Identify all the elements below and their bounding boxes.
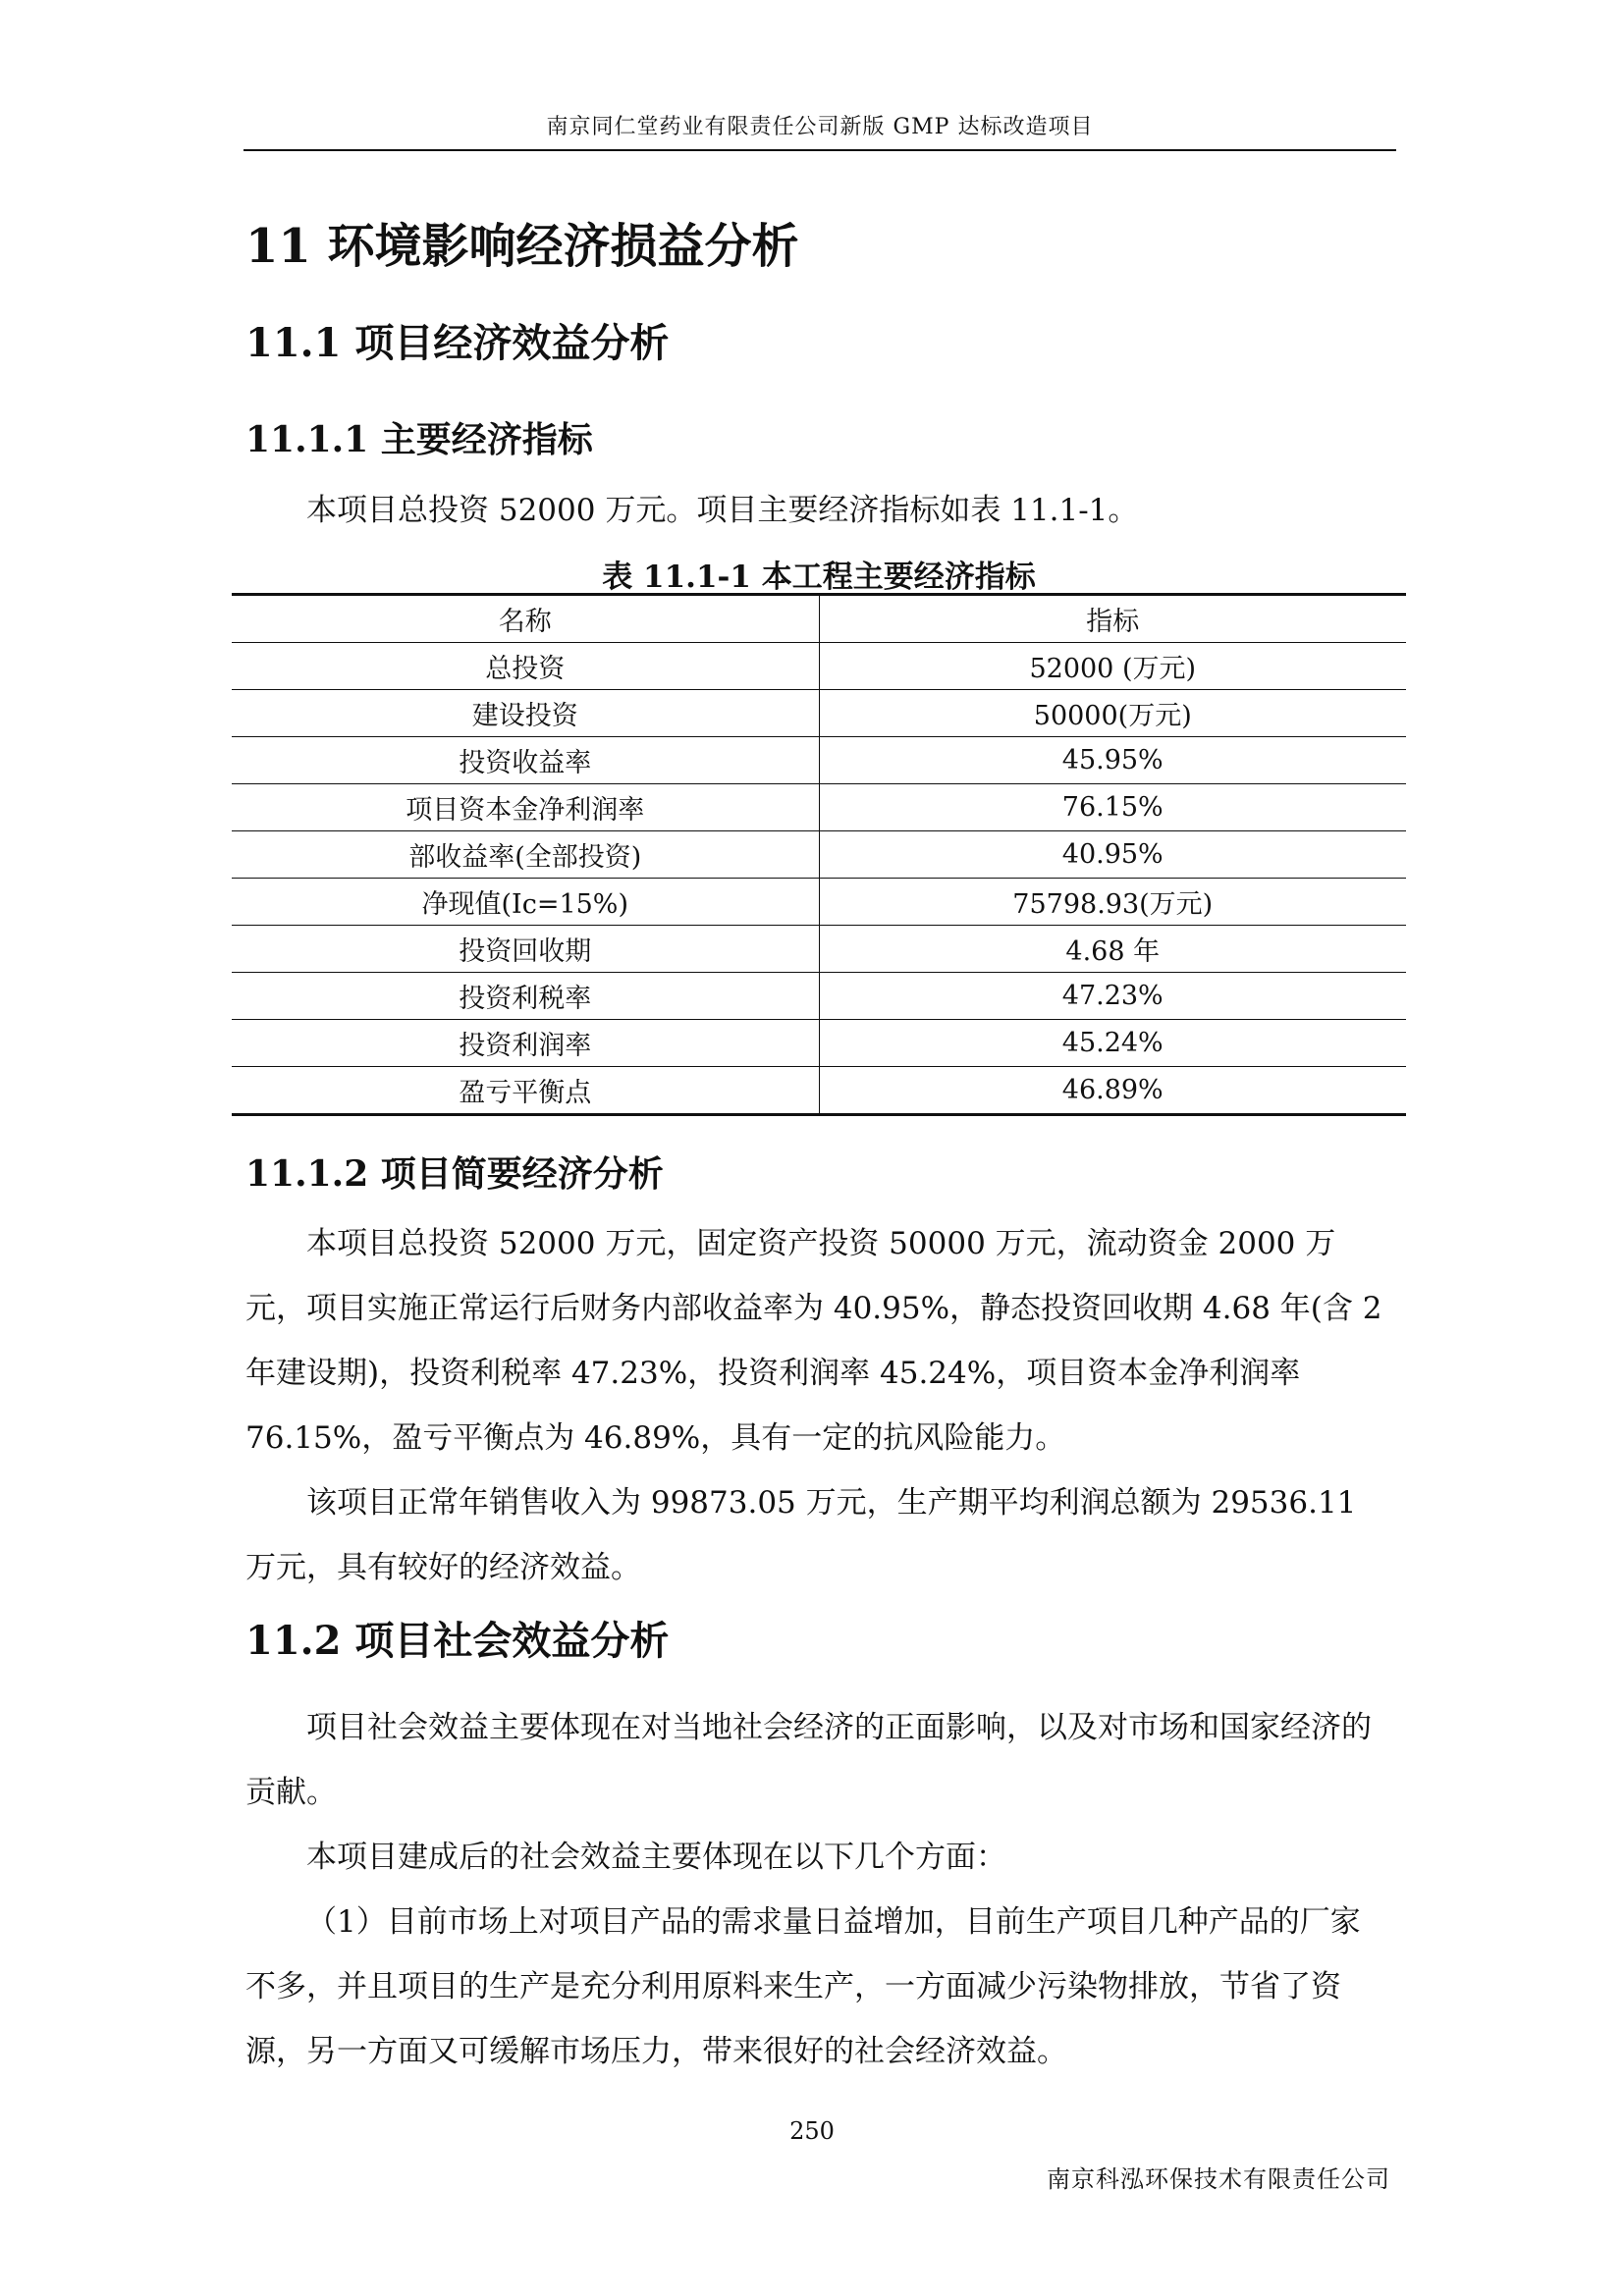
row-value: 45.24% bbox=[819, 1020, 1406, 1067]
section-title-economic: 11.1 项目经济效益分析 bbox=[245, 320, 670, 366]
subsection-title-analysis: 11.1.2 项目简要经济分析 bbox=[245, 1153, 664, 1195]
row-value: 45.95% bbox=[819, 737, 1406, 784]
table-row bbox=[232, 643, 1406, 690]
page-header: 南京同仁堂药业有限责任公司新版 GMP 达标改造项目 bbox=[546, 115, 1094, 139]
column-header-name: 名称 bbox=[232, 595, 819, 643]
footer-company: 南京科泓环保技术有限责任公司 bbox=[1047, 2165, 1390, 2193]
row-value: 47.23% bbox=[819, 973, 1406, 1020]
table-row bbox=[232, 690, 1406, 737]
indicators-intro: 本项目总投资 52000 万元。项目主要经济指标如表 11.1-1。 bbox=[306, 493, 1139, 528]
row-name: 部收益率(全部投资) bbox=[232, 831, 819, 879]
table-row bbox=[232, 784, 1406, 831]
row-name: 项目资本金净利润率 bbox=[232, 784, 819, 831]
row-name: 净现值(Ic=15%) bbox=[232, 879, 819, 926]
section-title-social: 11.2 项目社会效益分析 bbox=[245, 1618, 670, 1664]
row-name: 投资利税率 bbox=[232, 973, 819, 1020]
chapter-title: 11 环境影响经济损益分析 bbox=[245, 219, 799, 274]
row-value: 46.89% bbox=[1061, 1075, 1164, 1105]
row-value: 50000(万元) bbox=[819, 690, 1406, 737]
row-name: 盈亏平衡点 bbox=[232, 1067, 819, 1115]
table-row bbox=[232, 879, 1406, 926]
economic-indicators-table bbox=[232, 593, 1406, 1116]
table-row bbox=[232, 737, 1406, 784]
table-row bbox=[232, 1020, 1406, 1067]
table-row bbox=[232, 926, 1406, 973]
analysis-paragraph-1: 本项目总投资 52000 万元，固定资产投资 50000 万元，流动资金 2000 万元，项目实施正常运行后财务内部收益率为 40.95%，静态投资回收期 4.68 年(含 2 年建设期)，投资利税率 47.23%，投资利润率 45.24%，项目资本金净利润率 76.15%，盈亏平衡点为 46.89%，具有一定的抗风险能力。 bbox=[245, 1226, 1382, 1456]
analysis-paragraph-2: 该项目正常年销售收入为 99873.05 万元，生产期平均利润总额为 29536.11 万元，具有较好的经济效益。 bbox=[245, 1485, 1357, 1585]
header-rule bbox=[244, 149, 1396, 151]
social-paragraph-1: 项目社会效益主要体现在对当地社会经济的正面影响，以及对市场和国家经济的贡献。 bbox=[245, 1710, 1372, 1810]
table-caption: 表 11.1-1 本工程主要经济指标 bbox=[602, 560, 1036, 595]
social-paragraph-2: 本项目建成后的社会效益主要体现在以下几个方面： bbox=[306, 1840, 1006, 1875]
row-name: 投资回收期 bbox=[232, 926, 819, 973]
page-number: 250 bbox=[789, 2117, 835, 2145]
row-name: 总投资 bbox=[232, 643, 819, 690]
row-name: 建设投资 bbox=[232, 690, 819, 737]
row-value: 4.68 年 bbox=[819, 926, 1406, 973]
row-value: 75798.93(万元) bbox=[819, 879, 1406, 926]
social-paragraph-3: （1）目前市场上对项目产品的需求量日益增加，目前生产项目几种产品的厂家不多，并且项目的生产是充分利用原料来生产，一方面减少污染物排放，节省了资源，另一方面又可缓解市场压力，带来很好的社会经济效益。 bbox=[245, 1904, 1361, 2069]
row-value: 52000 (万元) bbox=[819, 643, 1406, 690]
table-row bbox=[232, 973, 1406, 1020]
row-name: 投资收益率 bbox=[232, 737, 819, 784]
row-value: 76.15% bbox=[819, 784, 1406, 831]
subsection-title-indicators: 11.1.1 主要经济指标 bbox=[245, 419, 593, 460]
table-row bbox=[232, 831, 1406, 879]
table-row bbox=[232, 1067, 1406, 1115]
row-name: 投资利润率 bbox=[232, 1020, 819, 1067]
row-value: 40.95% bbox=[819, 831, 1406, 879]
column-header-value: 指标 bbox=[819, 595, 1406, 643]
table-header-row bbox=[232, 595, 1406, 643]
